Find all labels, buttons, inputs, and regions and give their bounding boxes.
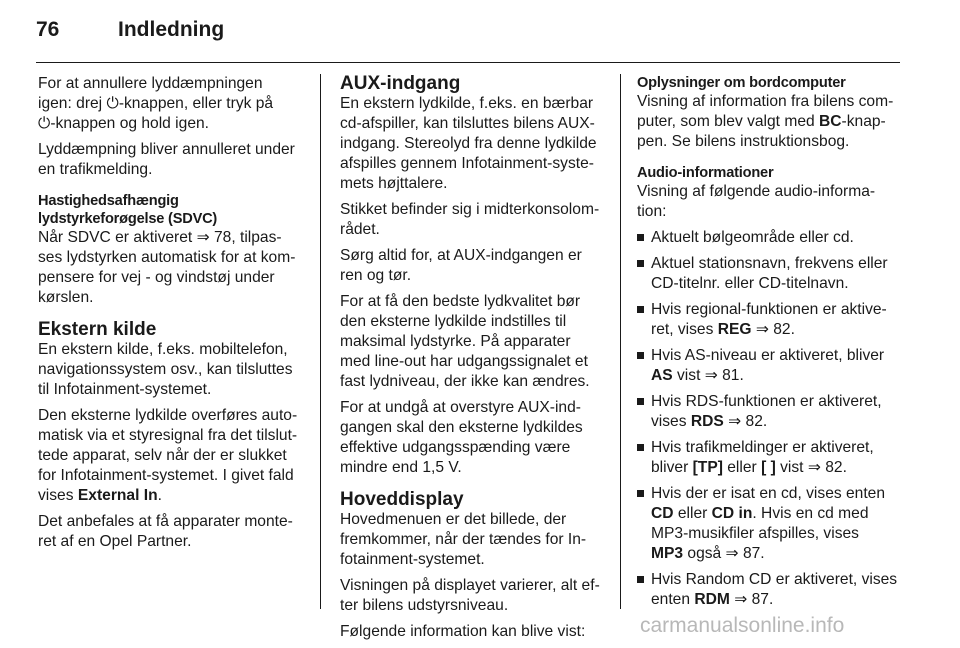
list-item: Hvis trafikmeldinger er aktiveret, bliver [TP] eller [ ] vist ⇒ 82. xyxy=(637,438,905,478)
list-item: Hvis regional-funktionen er aktive- ret, vises REG ⇒ 82. xyxy=(637,300,905,340)
paragraph: Hovedmenuen er det billede, der fremkommer, når der tændes for In- fotainment-systemet. xyxy=(340,511,587,568)
inline-display-text: External In xyxy=(77,487,158,504)
paragraph: Visning af følgende audio-informa- tion: xyxy=(637,183,876,220)
paragraph: Stikket befinder sig i midterkonsolom- rådet. xyxy=(340,201,600,238)
watermark: carmanualsonline.info xyxy=(640,614,845,637)
list-item: Aktuelt bølgeområde eller cd. xyxy=(637,228,905,248)
header-divider xyxy=(36,62,900,63)
section-heading-external-source: Ekstern kilde xyxy=(38,319,157,340)
section-heading-aux: AUX-indgang xyxy=(340,73,461,94)
list-item: Hvis RDS-funktionen er aktiveret, vises RDS ⇒ 82. xyxy=(637,392,905,432)
paragraph: Visningen på displayet varierer, alt ef- ter bilens udstyrsniveau. xyxy=(340,577,600,614)
list-item: Hvis Random CD er aktiveret, vises enten RDM ⇒ 87. xyxy=(637,570,905,610)
column-left xyxy=(38,74,306,558)
list-item: Aktuel stationsnavn, frekvens eller CD-titelnr. eller CD-titelnavn. xyxy=(637,254,905,294)
paragraph: Når SDVC er aktiveret ⇒ 78, tilpas- ses lydstyrken automatisk for at kom- pensere for vej - og vindstøj under kørslen. xyxy=(38,229,296,306)
paragraph: Følgende information kan blive vist: xyxy=(340,623,586,640)
column-divider xyxy=(320,74,321,609)
subheading-audio-info: Audio-informationer xyxy=(637,165,774,181)
section-heading-main-display: Hoveddisplay xyxy=(340,489,464,510)
paragraph: Det anbefales at få apparater monte- ret af en Opel Partner. xyxy=(38,513,293,550)
page-number: 76 xyxy=(36,18,60,41)
column-divider xyxy=(620,74,621,609)
paragraph: Sørg altid for, at AUX-indgangen er ren og tør. xyxy=(340,247,582,284)
bullet-list xyxy=(637,228,905,610)
subheading-board-computer: Oplysninger om bordcomputer xyxy=(637,75,846,91)
paragraph: Visning af information fra bilens com- puter, som blev valgt med BC-knap- pen. Se bilens instruktionsbog. xyxy=(637,93,894,150)
column-right xyxy=(637,74,905,616)
paragraph: En ekstern lydkilde, f.eks. en bærbar cd-afspiller, kan tilsluttes bilens AUX- indgang. Stereolyd fra denne lydkilde afspilles gennem Infotainment-syste- mets højttalere. xyxy=(340,95,597,192)
paragraph: Den eksterne lydkilde overføres auto- matisk via et styresignal fra det tilslut- tede apparat, selv når der er slukket for Infotainment-systemet. I givet fald vises External In. xyxy=(38,407,298,504)
list-item: Hvis AS-niveau er aktiveret, bliver AS vist ⇒ 81. xyxy=(637,346,905,386)
paragraph: En ekstern kilde, f.eks. mobiltelefon, navigationssystem osv., kan tilsluttes til Infotainment-systemet. xyxy=(38,341,293,398)
list-item: Hvis der er isat en cd, vises enten CD eller CD in. Hvis en cd med MP3-musikfiler afspilles, vises MP3 også ⇒ 87. xyxy=(637,484,905,564)
chapter-title: Indledning xyxy=(118,18,225,41)
paragraph: For at undgå at overstyre AUX-ind- gangen skal den eksterne lydkildes effektive udgangsspænding være mindre end 1,5 V. xyxy=(340,399,583,476)
column-middle xyxy=(340,74,604,648)
paragraph: Lyddæmpning bliver annulleret under en trafikmelding. xyxy=(38,141,295,178)
paragraph: For at få den bedste lydkvalitet bør den eksterne lydkilde indstilles til maksimal lydstyrke. På apparater med line-out har udgangssignalet et fast lydniveau, der ikke kan ændres. xyxy=(340,293,590,390)
paragraph: For at annullere lyddæmpningen igen: drej ⏻-knappen, eller tryk på ⏻-knappen og hold igen. xyxy=(38,75,274,132)
subheading-sdvc: Hastighedsafhængig lydstyrkeforøgelse (SDVC) xyxy=(38,193,218,227)
